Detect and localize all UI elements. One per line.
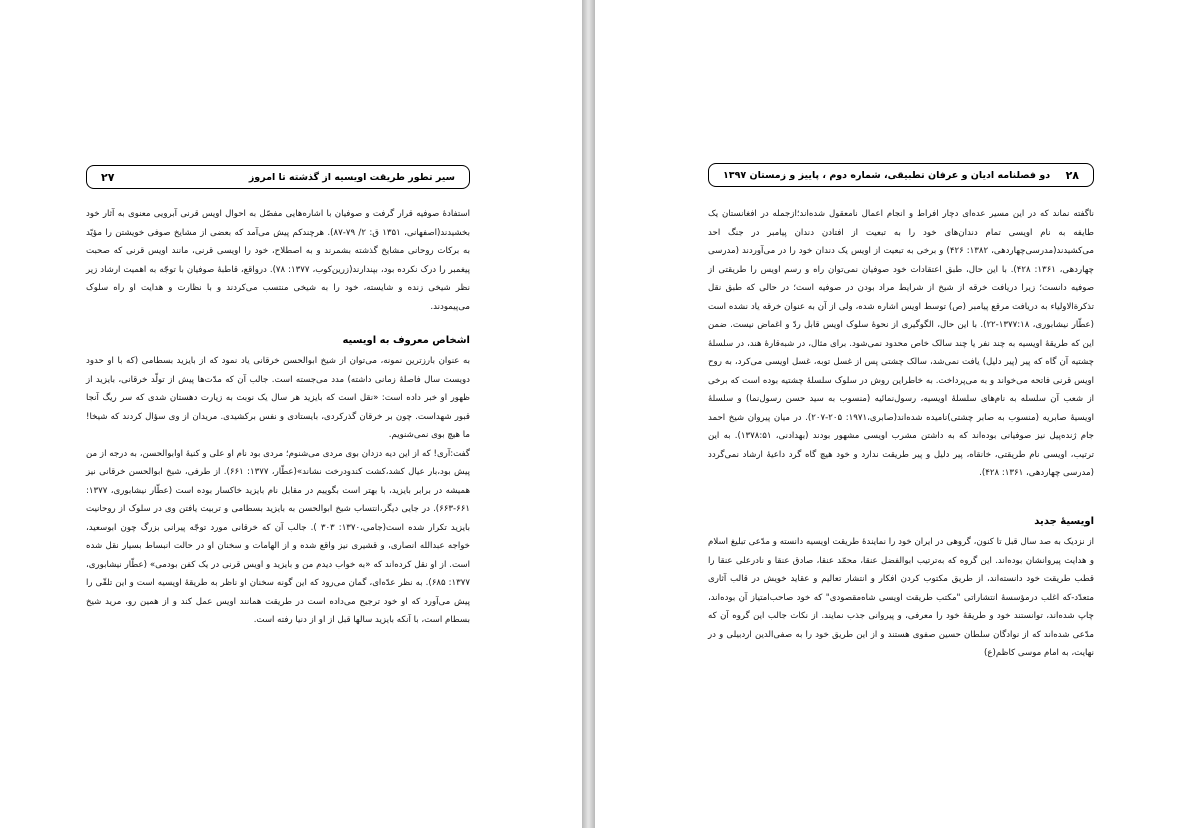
- right-section-body: [708, 533, 1094, 663]
- right-page-number: ۲۸: [1065, 168, 1079, 182]
- right-running-header: [708, 163, 1094, 187]
- left-intro-paragraph: [86, 205, 470, 316]
- paragraph: از نزدیک به صد سال قبل تا کنون، گروهی در ایران خود را نمایندهٔ طریقت اویسیه دانسته و مدّعی تبلیغ اسلام و هدایت پیروانشان بوده‌اند. این گروه که به‌ترتیب ابوالفضل عنقا، محمّد عنقا، صادق عنقا و نادرعلی عنقا را قطب طریقت خود دانسته‌اند، از طریق مکتوب کردن افکار و انتشار تعالیم و عقاید خویش در قالب آثاری متعدّد-که اغلب درمؤسسهٔ انتشاراتی "مکتب طریقت اویسی شاه‌مقصودی" که خود صاحب‌امتیاز آن بوده‌اند، چاپ شده‌اند، توانستند خود و طریقهٔ خود را معرفی، و پیروانی جذب نمایند. از نکات جالب این گروه آن که مدّعی شده‌اند که از نوادگان سلطان حسین صفوی هستند و از این طریق خود را به صفی‌الدین اردبیلی و در نهایت، به امام موسی کاظم(ع): [708, 537, 1094, 658]
- left-page: [0, 0, 582, 828]
- right-header-title: دو فصلنامه ادیان و عرفان تطبیقی، شماره دوم ، پاییز و زمستان ۱۳۹۷: [723, 169, 1051, 181]
- left-section-body: [86, 352, 470, 630]
- left-page-number: ۲۷: [101, 170, 115, 184]
- right-page: [595, 0, 1185, 828]
- paragraph: به عنوان بارزترین نمونه، می‌توان از شیخ ابوالحسن خرقانی یاد نمود که از بایزید بسطامی (که با او حدود دویست سال فاصلهٔ زمانی داشته) مدد می‌جسته است. جالب آن که مدّت‌ها پیش از تولّد خرقانی، بایزید از ظهور او خبر داده است: «نقل است که بایزید هر سال یک نوبت به زیارت دهستان شدی که سر ریگ آنجا قبور شهداست. چون بر خرقان گذرکردی، بایستادی و نفس برکشیدی. مریدان از وی سؤال کردند که شیخا! ما هیچ بوی نمی‌شنویم.: [86, 356, 470, 440]
- paragraph: ناگفته نماند که در این مسیر عده‌ای دچار افراط و انجام اعمال نامعقول شده‌اند؛ازجمله در افغانستان یک طایفه به نام اویسی تمام دندان‌های خود را به تبعیت از افتادن دندان پیامبر در جنگ احد می‌کشیدند(مدرسی‌چهاردهی، ۱۳۸۲: ۴۲۶) و برخی به تبعیت از اویس یک دندان خود را در می‌آوردند (مدرسی چهاردهی، ۱۳۶۱: ۴۲۸). با این حال، طبق اعتقادات خود صوفیان نمی‌توان راه و رسم اویس را طریقتی از صوفیه دانست؛ زیرا دریافت خرقه از شیخ از شرایط مراد بودن در صوفیه است؛ در حالی که طبق نقل تذکرةالاولیاء به دریافت مرقع پیامبر (ص) توسط اویس اشاره شده، ولی از آن به عنوان خرقه یاد نشده است (عطّار نیشابوری، ۱۳۷۷:۱۸-۲۲). با این حال، الگوگیری از نحوۀ سلوک اویس قابل ردّ و اغماض نیست. ضمن این که طریقهٔ اویسیه به چند نفر یا چند سالک خاص محدود نمی‌شود. برای مثال، در شبه‌قارهٔ هند، در سلسلهٔ چشتیه آن گاه که پیر (پیر دلیل) یافت نمی‌شد، سالک چشتی پس از غسل توبه، غسل اویسی می‌کرد، به روح اویس قرنی فاتحه می‌خواند و به می‌پرداخت. به خاطراین روش در سلوک سلسلهٔ چشتیه بوده است که برخی از شعب آن سلسله به نام‌های سلسلهٔ اویسیه، رسول‌نمائیه (منسوب به سید حسن رسول‌نما) و سلسلهٔ اویسیهٔ صابریه (منسوب به صابر چشتی)نامیده شده‌اند(صابری،۱۹۷۱: ۲۰۵-۲۰۷). در میان پیروان شیخ احمد جام ژنده‌پیل نیز صوفیانی بوده‌اند که به داشتن مشرب اویسی مشهور بودند (بهدادنی، ۱۳۷۸:۵۱). به این ترتیب، اویسی نام طریقتی، خانقاه، پیر دلیل و پیر طریقت ندارد و خود هیچ گاه گرد داعیهٔ ارشاد نمی‌گردد (مدرسی چهاردهی، ۱۳۶۱: ۴۲۸).: [708, 209, 1094, 478]
- right-section-heading: اویسیهٔ جدید: [1034, 516, 1094, 527]
- left-running-header: [86, 165, 470, 189]
- paragraph: گفت:آری! که از این دیه دزدان بوی مردی می‌شنوم؛ مردی بود نام او علی و کنیهٔ اوابوالحسن، به درجه از من پیش بود،بار عیال کشد،کشت کندودرخت نشاند»(عطّار، ۱۳۷۷: ۶۶۱). از طرفی، شیخ ابوالحسن خرقانی نیز همیشه در برابر بایزید، با بهتر است بگوییم در مقابل نام بایزید خاکسار بوده است (عطّار نیشابوری، ۱۳۷۷: ۶۶۱-۶۶۳). در جایی دیگر،انتساب شیخ ابوالحسن به بایزید بسطامی و تربیت یافتن وی در سلوک از روحانیت بایزید تکرار شده است(جامی،۱۳۷۰: ۳۰۳ ). جالب آن که خرقانی مورد توجّه پیرانی بزرگ چون ابوسعید، خواجه عبدالله انصاری، و قشیری نیز واقع شده و از الهامات و سخنان او در حالت انبساط بسیار نقل شده است. از او نقل کرده‌اند که «به خواب دیدم من و بایزید و اویس قرنی در یک کفن بودمی» (عطّار نیشابوری، ۱۳۷۷: ۶۸۵). به نظر عدّه‌ای، گمان می‌رود که این گونه سخنان او ناظر به طریقهٔ اویسیه است و این تلقّی را پیش می‌آورد که او خود ترجیح می‌داده است در طریقت همانند اویس عمل کند و از همین رو، مرید شیخ بسطام است، با آنکه بایزید سالها قبل از او از دنیا رفته است.: [86, 448, 470, 625]
- book-gutter: [582, 0, 595, 828]
- left-header-title: سیر تطور طریقت اویسیه از گذشته تا امروز: [248, 171, 455, 183]
- left-section-heading: اشخاص معروف به اویسیه: [342, 335, 470, 346]
- paragraph: استفادۀ صوفیه قرار گرفت و صوفیان با اشاره‌هایی مفصّل به احوال اویس قرنی آبرویی معنوی به آثار خود بخشیدند(اصفهانی، ۱۳۵۱ ق: ۲/ ۷۹-۸۷). هرچندکم پیش می‌آمد که بعضی از مشایخ صوفی خویشتن را مؤیّد به برکات روحانی مشایخ گذشته بشمرند و به اصطلاح، خود را اویسی قرنی، مانند اویس قرنی که صحبت پیغمبر را درک نکرده بود، بپندارند(زرین‌کوب، ۱۳۷۷: ۷۸). درواقع، قاطبهٔ صوفیان با توجّه به اهمیت ارشاد زیر نظر شیخی زنده و شایسته، خود را به شیخی منتسب می‌کردند و با نظارت و هدایت او راه سلوک می‌پیمودند.: [86, 209, 470, 312]
- right-intro-paragraph: [708, 205, 1094, 483]
